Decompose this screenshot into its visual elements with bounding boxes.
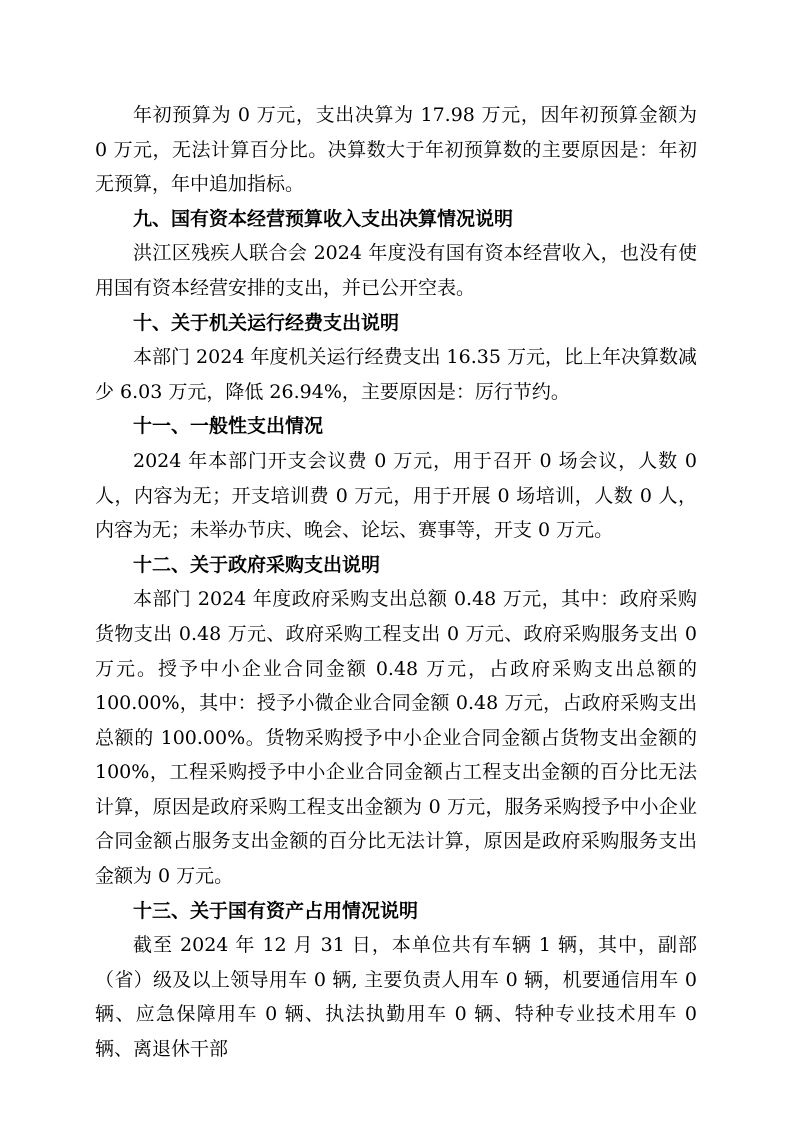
paragraph-procurement-details: 本部门 2024 年度政府采购支出总额 0.48 万元，其中：政府采购货物支出 0.48 万元、政府采购工程支出 0 万元、政府采购服务支出 0 万元。授予中小企业合同金额 0.48 万元，占政府采购支出总额的 100.00%，其中：授予小微企业合同金额 0.48 万元，占政府采购支出总额的 100.00%。货物采购授予中小企业合同金额占货物支出金额的 100%，工程采购授予中小企业合同金额占工程支出金额的百分比无法计算，原因是政府采购工程支出金额为 0 万元，服务采购授予中小企业合同金额占服务支出金额的百分比无法计算，原因是政府采购服务支出金额为 0 万元。: [95, 588, 697, 888]
heading-section-10-operating-funds: 十、关于机关运行经费支出说明: [133, 311, 400, 334]
heading-section-13-state-assets: 十三、关于国有资产占用情况说明: [133, 899, 419, 922]
paragraph-state-assets-vehicles: 截至 2024 年 12 月 31 日，本单位共有车辆 1 辆，其中，副部（省）级及以上领导用车 0 辆, 主要负责人用车 0 辆，机要通信用车 0 辆、应急保障用车 0 辆、执法执勤用车 0 辆、特种专业技术用车 0 辆、离退休干部: [95, 934, 697, 1061]
document-content: [95, 98, 697, 1067]
heading-section-12-procurement: 十二、关于政府采购支出说明: [133, 553, 381, 576]
heading-section-9-state-capital: 九、国有资本经营预算收入支出决算情况说明: [133, 207, 514, 230]
paragraph-year-begin-budget-variance: 年初预算为 0 万元，支出决算为 17.98 万元，因年初预算金额为 0 万元，无法计算百分比。决算数大于年初预算数的主要原因是：年初无预算，年中追加指标。: [95, 104, 697, 196]
heading-section-11-general-spending: 十一、一般性支出情况: [133, 415, 324, 438]
paragraph-general-spending: 2024 年本部门开支会议费 0 万元，用于召开 0 场会议，人数 0 人，内容为无；开支培训费 0 万元，用于开展 0 场培训，人数 0 人，内容为无；未举办节庆、晚会、论坛、赛事等，开支 0 万元。: [95, 449, 697, 542]
paragraph-state-capital-operations: 洪江区残疾人联合会 2024 年度没有国有资本经营收入，也没有使用国有资本经营安排的支出，并已公开空表。: [95, 242, 697, 299]
paragraph-operating-funds: 本部门 2024 年度机关运行经费支出 16.35 万元，比上年决算数减少 6.03 万元，降低 26.94%，主要原因是：厉行节约。: [95, 346, 697, 403]
